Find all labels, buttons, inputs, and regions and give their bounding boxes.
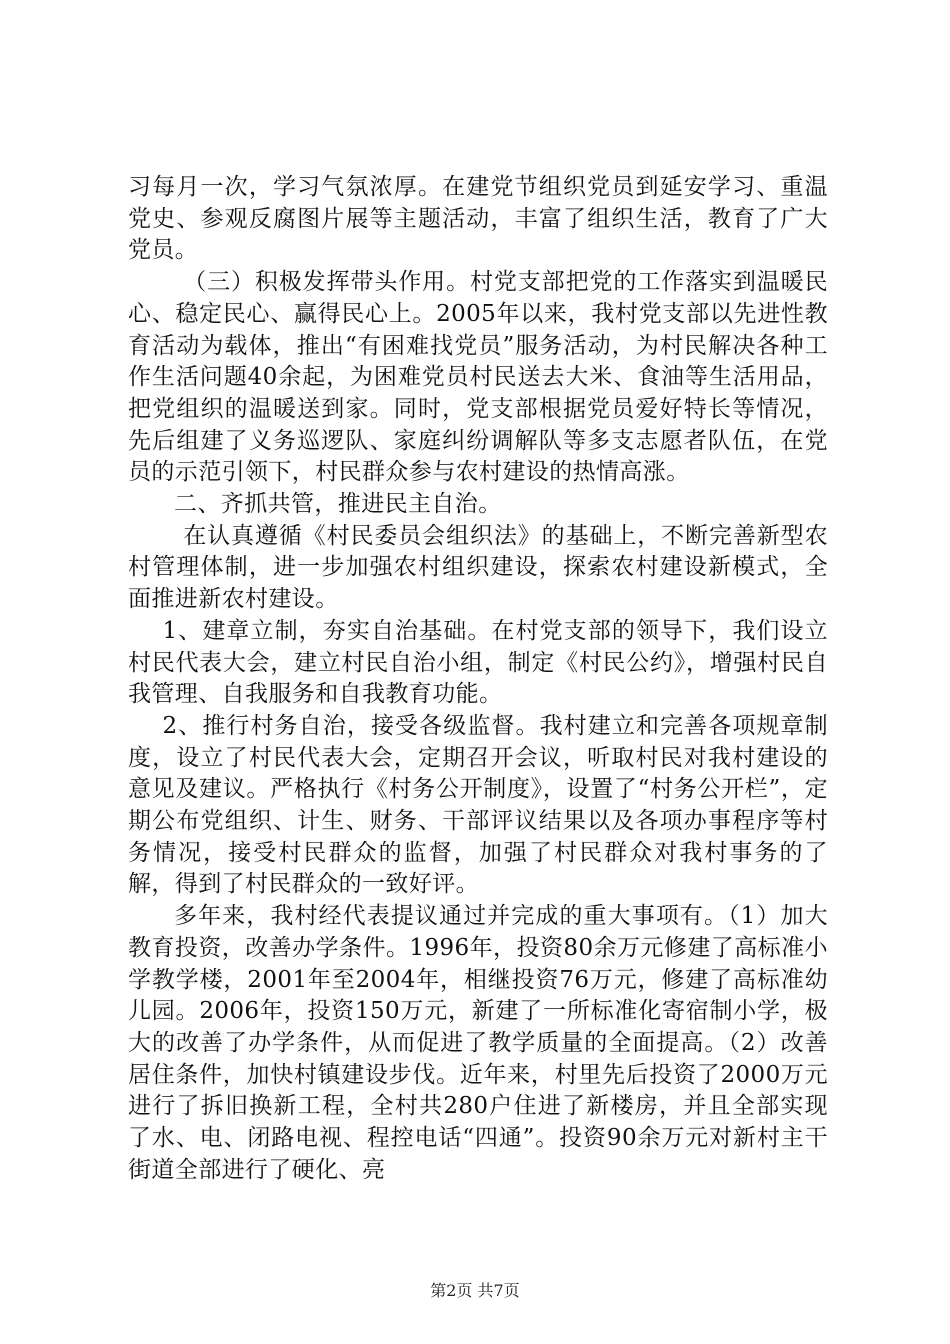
paragraph-item-one: 1、建章立制，夯实自治基础。在村党支部的领导下，我们设立村民代表大会，建立村民自治小组，制定《村民公约》，增强村民自我管理、自我服务和自我教育功能。 (128, 617, 828, 708)
paragraph-section-two-intro: 在认真遵循《村民委员会组织法》的基础上，不断完善新型农村管理体制，进一步加强农村组织建设，探索农村建设新模式，全面推进新农村建设。 (128, 522, 828, 613)
paragraph-continuation: 习每月一次，学习气氛浓厚。在建党节组织党员到延安学习、重温党史、参观反腐图片展等主题活动，丰富了组织生活，教育了广大党员。 (128, 174, 828, 264)
document-body (128, 172, 828, 1187)
section-heading-two: 二、齐抓共管，推进民主自治。 (174, 491, 502, 518)
paragraph-section-three: （三）积极发挥带头作用。村党支部把党的工作落实到温暖民心、稳定民心、赢得民心上。2005年以来，我村党支部以先进性教育活动为载体，推出“有困难找党员”服务活动，为村民解决各种工作生活问题40余起，为困难党员村民送去大米、食油等生活用品，把党组织的温暖送到家。同时，党支部根据党员爱好特长等情况，先后组建了义务巡逻队、家庭纠纷调解队等多支志愿者队伍，在党员的示范引领下，村民群众参与农村建设的热情高涨。 (128, 269, 828, 486)
paragraph-item-two: 2、推行村务自治，接受各级监督。我村建立和完善各项规章制度，设立了村民代表大会，定期召开会议，听取村民对我村建设的意见及建议。严格执行《村务公开制度》，设置了“村务公开栏”，定期公布党组织、计生、财务、干部评议结果以及各项办事程序等村务情况，接受村民群众的监督，加强了村民群众对我村事务的了解，得到了村民群众的一致好评。 (128, 712, 828, 898)
paragraph-major-items: 多年来，我村经代表提议通过并完成的重大事项有。（1）加大教育投资，改善办学条件。1996年，投资80余万元修建了高标准小学教学楼，2001年至2004年，相继投资76万元，修建了高标准幼儿园。2006年，投资150万元，新建了一所标准化寄宿制小学，极大的改善了办学条件，从而促进了教学质量的全面提高。（2）改善居住条件，加快村镇建设步伐。近年来，村里先后投资了2000万元进行了拆旧换新工程，全村共280户住进了新楼房，并且全部实现了水、电、闭路电视、程控电话“四通”。投资90余万元对新村主干街道全部进行了硬化、亮 (128, 903, 828, 1183)
page-number-footer: 第2页 共7页 (430, 1281, 520, 1300)
